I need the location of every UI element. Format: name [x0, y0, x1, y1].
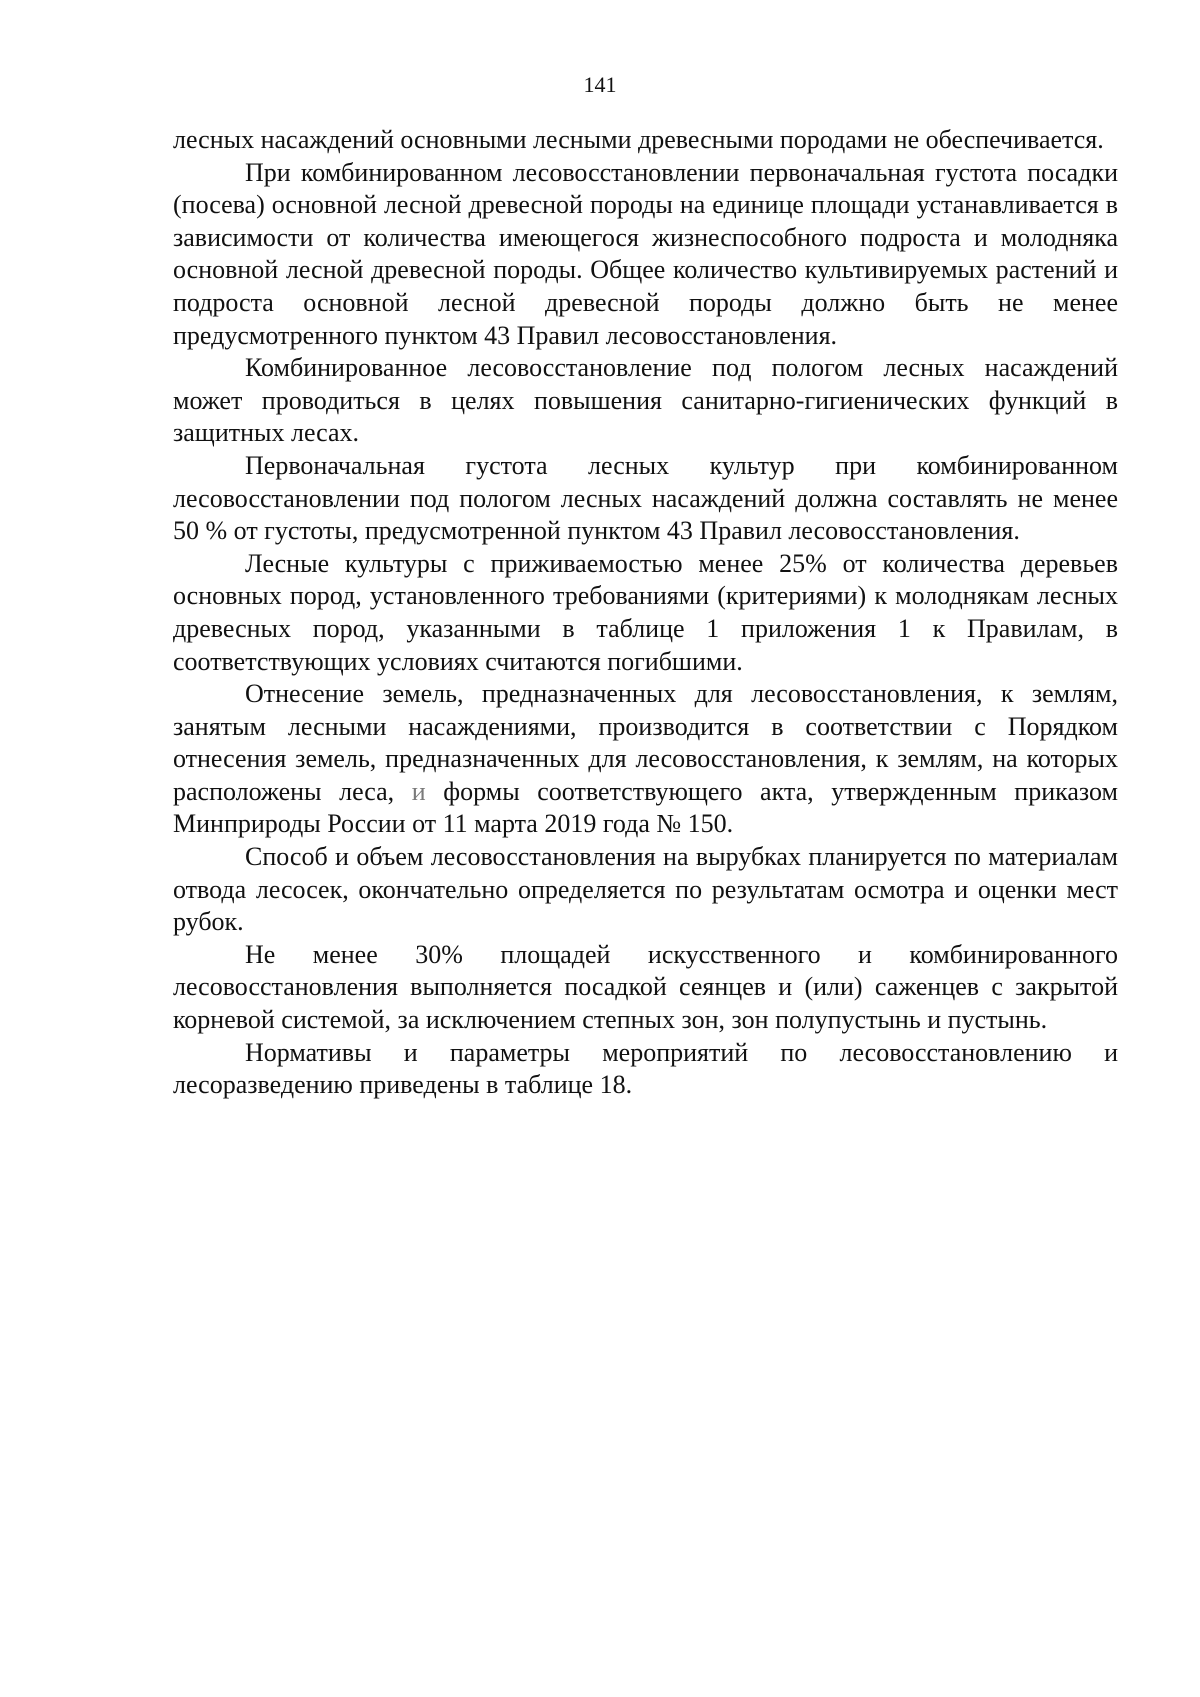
paragraph-closed-root-system: Не менее 30% площадей искусственного и комбинированного лесовосстановления выполняется посадкой сеянцев и (или) саженцев с закрытой корневой системой, за исключением степных зон, зон полупустынь и пустынь. — [173, 939, 1118, 1035]
paragraph-land-classification — [173, 678, 1118, 841]
paragraph-combined-reforestation-density: При комбинированном лесовосстановлении первоначальная густота посадки (посева) основной лесной древесной породы на единице площади устанавливается в зависимости от количества имеющегося жизнеспособного подроста и молодняка основной лесной древесной породы. Общее количество культивируемых растений и подроста основной лесной древесной породы должно быть не менее предусмотренного пунктом 43 Правил лесовосстановления. — [173, 157, 1118, 350]
paragraph-text-part: Отнесение земель, предназначенных для лесовосстановления, к землям, занятым лесными насаждениями, производится в соответствии с Порядком отнесения земель, предназначенных для лесовосстановления, к землям, на которых расположены леса, — [173, 679, 1118, 806]
paragraph-initial-density: Первоначальная густота лесных культур при комбинированном лесовосстановлении под пологом лесных насаждений должна составлять не менее 50 % от густоты, предусмотренной пунктом 43 Правил лесовосстановления. — [173, 450, 1118, 546]
paragraph-under-canopy-reforestation: Комбинированное лесовосстановление под пологом лесных насаждений может проводиться в целях повышения санитарно-гигиенических функций в защитных лесах. — [173, 353, 1118, 448]
page-number: 141 — [583, 72, 617, 97]
paragraph-norms-reference: Нормативы и параметры мероприятий по лесовосстановлению и лесоразведению приведены в таблице 18. — [173, 1037, 1118, 1100]
paragraph-method-and-volume: Способ и объем лесовосстановления на вырубках планируется по материалам отвода лесосек, окончательно определяется по результатам осмотра и оценки мест рубок. — [173, 842, 1118, 937]
paragraph-continuation: лесных насаждений основными лесными древесными породами не обеспечивается. — [173, 125, 1104, 154]
paragraph-dead-cultures: Лесные культуры с приживаемостью менее 25% от количества деревьев основных пород, установленного требованиями (критериями) к молоднякам лесных древесных пород, указанными в таблице 1 приложения 1 к Правилам, в соответствующих условиях считаются погибшими. — [173, 548, 1118, 676]
paragraph-text-part: формы соответствующего акта, утвержденным приказом Минприроды России от 11 марта 2019 года № 150. — [173, 776, 1118, 839]
document-body — [173, 124, 1118, 1102]
faded-conjunction: и — [411, 776, 426, 806]
